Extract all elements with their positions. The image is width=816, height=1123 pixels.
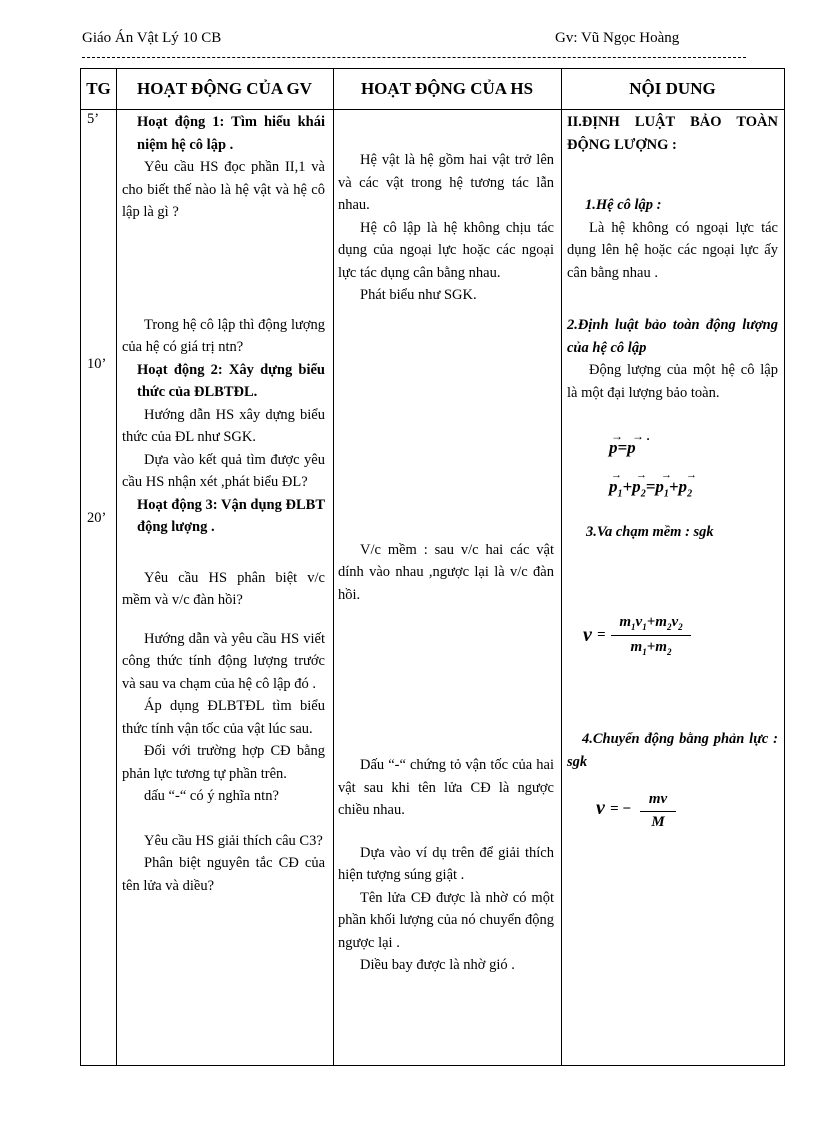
- hs-column: [338, 111, 554, 977]
- gv-activity-2: Hoạt động 2: Xây dựng biểu thức của ĐLBTĐL.: [137, 361, 325, 400]
- hs-text: Diều bay được là nhờ gió .: [360, 957, 515, 973]
- subsection-1-title: 1.Hệ cô lập :: [585, 197, 662, 213]
- column-divider: [333, 69, 334, 1065]
- header-row-divider: [81, 109, 784, 110]
- gv-text: Hướng dẫn và yêu cầu HS viết công thức tính động lượng trước và sau va chạm của hệ cô lập đó .: [122, 630, 325, 692]
- hs-text: V/c mềm : sau v/c hai các vật dính vào nhau ,ngược lại là v/c đàn hồi.: [338, 541, 554, 603]
- gv-text: Áp dụng ĐLBTĐL tìm biểu thức tính vận tốc của vật lúc sau.: [122, 698, 325, 737]
- subsection-3-title: 3.Va chạm mềm : sgk: [586, 524, 714, 540]
- header-subject: Giáo Án Vật Lý 10 CB: [82, 30, 222, 46]
- subsection-2-text: Động lượng của một hệ cô lập là một đại lượng bảo toàn.: [567, 362, 778, 401]
- time-10: 10’: [87, 356, 107, 372]
- gv-activity-3: Hoạt động 3: Vận dụng ĐLBT động lượng .: [137, 496, 325, 535]
- header-divider: [82, 57, 746, 58]
- hs-text: Phát biểu như SGK.: [360, 287, 477, 303]
- gv-text: Đối với trường hợp CĐ bằng phản lực tương tự phần trên.: [122, 743, 325, 782]
- hs-text: Hệ vật là hệ gồm hai vật trở lên và các vật trong hệ tương tác lẫn nhau.: [338, 152, 554, 213]
- col-header-tg: TG: [86, 79, 111, 98]
- gv-text: Dựa vào kết quả tìm được yêu cầu HS nhận xét ,phát biểu ĐL?: [122, 451, 325, 490]
- hs-text: Hệ cô lập là hệ không chịu tác dụng của ngoại lực hoặc các ngoại lực tác dụng cân bằng nhau.: [338, 219, 554, 281]
- gv-text: Phân biệt nguyên tắc CĐ của tên lửa và diều?: [122, 855, 325, 894]
- time-5: 5’: [87, 111, 100, 127]
- gv-text: Yêu cầu HS phân biệt v/c mềm và v/c đàn hồi?: [122, 569, 325, 608]
- subsection-4-title: 4.Chuyển động bằng phản lực : sgk: [567, 731, 778, 770]
- formula-momentum-sum: →→→→ $p_1+p_2=p_1+p_2$: [609, 469, 711, 500]
- gv-activity-1: Hoạt động 1: Tìm hiểu khái niệm hệ cô lập .: [137, 114, 325, 153]
- hs-text: Dựa vào ví dụ trên để giải thích hiện tượng súng giật .: [338, 844, 554, 883]
- gv-text: Hướng dẫn HS xây dựng biểu thức của ĐL như SGK.: [122, 406, 325, 445]
- column-divider: [561, 69, 562, 1065]
- gv-text: Yêu cầu HS đọc phần II,1 và cho biết thế nào là hệ vật và hệ cô lập là gì ?: [122, 159, 325, 220]
- gv-column: [122, 111, 325, 897]
- section-title: II.ĐỊNH LUẬT BẢO TOÀN ĐỘNG LƯỢNG :: [567, 114, 778, 153]
- column-divider: [116, 69, 117, 1065]
- hs-text: Tên lửa CĐ được là nhờ có một phần khối lượng của nó chuyển động ngược lại .: [338, 889, 554, 951]
- subsection-1-text: Là hệ không có ngoại lực tác dụng lên hệ hoặc các ngoại lực ấy cân bằng nhau .: [567, 219, 778, 281]
- formula-momentum-equal: → →. p=p: [609, 429, 653, 457]
- header-teacher: Gv: Vũ Ngọc Hoàng: [555, 30, 680, 46]
- lesson-table: TG HOẠT ĐỘNG CỦA GV HOẠT ĐỘNG CỦA HS NỘI DUNG 5’ 10’ 20’ Hoạt động 1: Tìm hiểu khái niệm hệ cô lập . Yêu cầu HS đọc phần II,1 và cho biết thế nào là hệ vật và hệ cô lập là gì ? Trong hệ cô lập thì động lượng của hệ có giá trị ntn? Hoạt động 2: Xây dựng biểu thức của ĐLBTĐL. Hướng dẫn HS xây dựng biểu thức của ĐL như SGK. Dựa vào kết quả tìm được yêu cầu HS nhận xét ,phát biểu ĐL? Hoạt động 3: Vận dụng ĐLBT động lượng . Yêu cầu HS phân biệt v/c mềm và v/c đàn hồi? Hướng dẫn và yêu cầu HS viết công thức tính động lượng trước và sau va chạm của hệ cô lập đó . Áp dụng ĐLBTĐL tìm biểu thức tính vận tốc của vật lúc sau. Đối với trường hợp CĐ bằng phản lực tương tự phần trên. dấu “-“ có ý nghĩa ntn? Yêu cầu HS giải thích câu C3? Phân biệt nguyên tắc CĐ của tên lửa và diều? Hệ vật là hệ gồm hai vật trở lên và các vật trong hệ tương tác lẫn nhau. Hệ cô lập là hệ không chịu tác dụng của ngoại lực hoặc các ngoại lực tác dụng cân bằng nhau. Phát biểu như SGK. V/c mềm : sau v/c hai các vật dính vào nhau ,ngược lại là v/c đàn hồi. Dấu “-“ chứng tỏ vận tốc của hai vật sau khi tên lửa CĐ là ngược chiều nhau. Dựa vào ví dụ trên để giải thích hiện tượng súng giật . Tên lửa CĐ được là nhờ có một phần khối lượng của nó chuyển động ngược lại . Diều bay được là nhờ gió . II.ĐỊNH LUẬT BẢO TOÀN ĐỘNG LƯỢNG : 1.Hệ cô lập : Là hệ không có ngoại lực tác dụng lên hệ hoặc các ngoại lực ấy cân bằng nhau . 2.Định luật bảo toàn động lượng của hệ cô lập Động lượng của một hệ cô lập là một đại lượng bảo toàn. → →. p=p →→→→ $p_1+p_2=p_1+p_2$ 3.Va chạm mềm : sgk v = $m_1v_1+m_2v_2$ $m_1+m_2$ 4.Chuyển động bằng phản lực : sgk v = − mv M: [80, 68, 785, 1066]
- col-header-content: NỘI DUNG: [629, 79, 716, 98]
- time-20: 20’: [87, 510, 107, 526]
- gv-text: dấu “-“ có ý nghĩa ntn?: [144, 788, 279, 804]
- col-header-gv: HOẠT ĐỘNG CỦA GV: [137, 79, 312, 98]
- gv-text: Yêu cầu HS giải thích câu C3?: [144, 832, 323, 849]
- gv-text: Trong hệ cô lập thì động lượng của hệ có giá trị ntn?: [122, 316, 325, 355]
- col-header-hs: HOẠT ĐỘNG CỦA HS: [360, 79, 534, 98]
- content-column: [567, 111, 778, 404]
- subsection-2-title: 2.Định luật bảo toàn động lượng của hệ cô lập: [567, 317, 778, 356]
- hs-text: Dấu “-“ chứng tỏ vận tốc của hai vật sau khi tên lửa CĐ là ngược chiều nhau.: [338, 757, 554, 818]
